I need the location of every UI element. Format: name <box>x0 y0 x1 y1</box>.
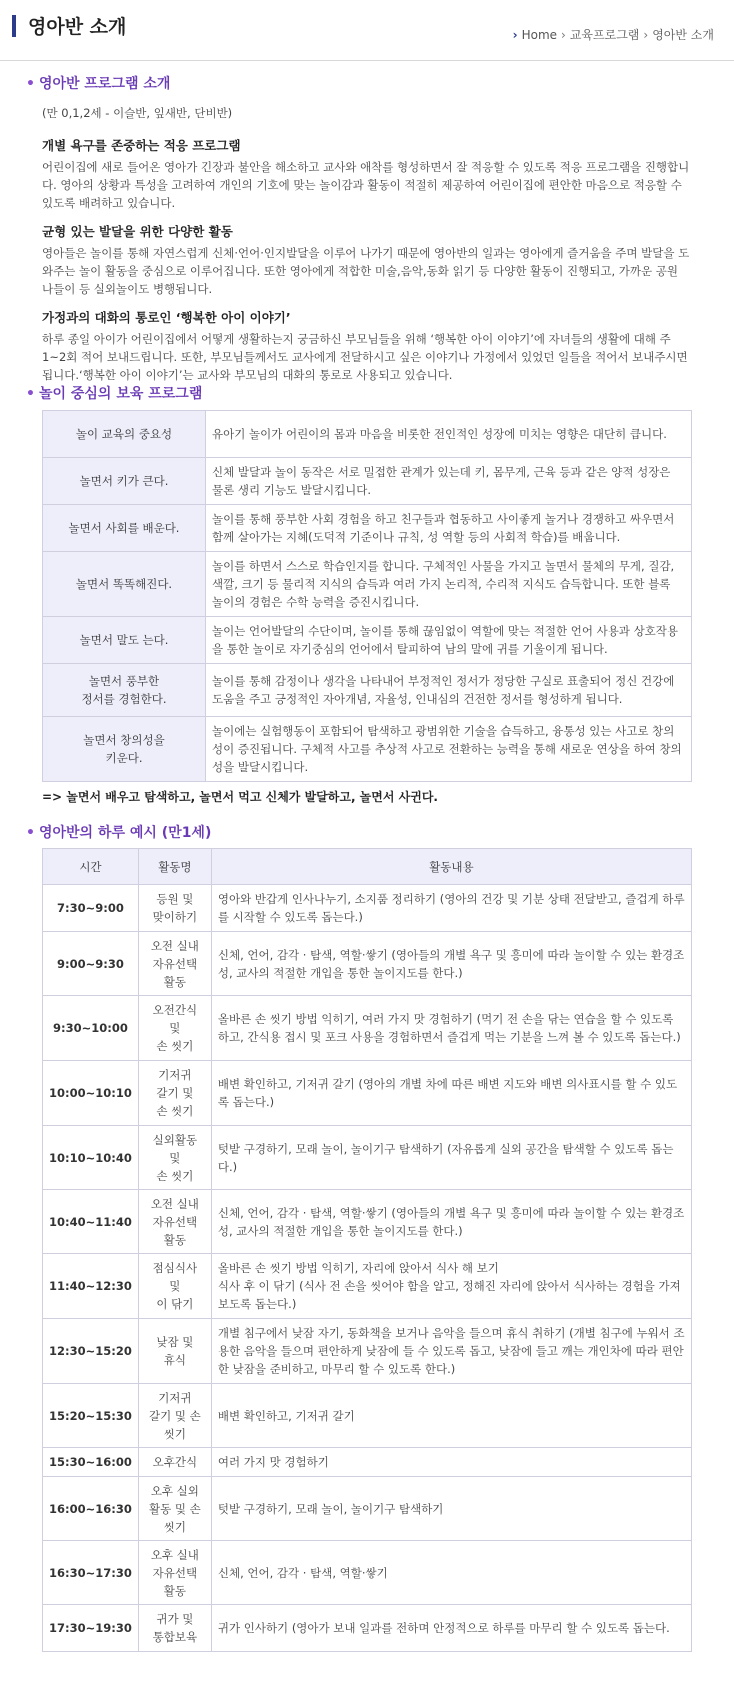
schedule-time: 9:30~10:00 <box>43 996 139 1061</box>
section-title-program <box>26 73 170 93</box>
schedule-time: 7:30~9:00 <box>43 885 139 932</box>
play-program-table <box>42 410 692 782</box>
table-row <box>43 932 692 996</box>
table-row <box>43 996 692 1061</box>
block-text: 영아들은 놀이를 통해 자연스럽게 신체·언어·인지발달을 이루어 나가기 때문에 영아반의 일과는 영아에게 즐거움을 주며 발달을 도와주는 놀이 활동을 중심으로 이루어집니다. 또한 영아에게 적합한 미술,음악,동화 읽기 등 다양한 활동이 진행되고, 가까운 공원 나들이 등 실외놀이도 병행됩니다. <box>42 246 690 296</box>
table-row <box>43 664 692 717</box>
row-key: 놀면서 사회를 배운다. <box>43 505 206 552</box>
row-key: 놀면서 똑똑해진다. <box>43 552 206 617</box>
table-row <box>43 1477 692 1541</box>
table-row <box>43 552 692 617</box>
page-title: 영아반 소개 <box>28 16 127 38</box>
table-row <box>43 1061 692 1126</box>
breadcrumb <box>513 26 714 43</box>
table-row <box>43 411 692 458</box>
page-header <box>0 0 734 61</box>
section-title-schedule <box>26 822 211 842</box>
block-text: 하루 종일 아이가 어린이집에서 어떻게 생활하는지 궁금하신 부모님들을 위해 ‘행복한 아이 이야기’에 자녀들의 생활에 대해 주 1~2회 적어 보내드립니다. 또한, 부모님들께서도 교사에게 전달하시고 싶은 이야기나 가정에서 있었던 일들을 적어서 보내주시면 됩니다.‘행복한 아이 이야기’는 교사와 부모님의 대화의 통로로 사용되고 있습니다. <box>42 332 688 382</box>
bullet-icon: • <box>26 386 35 402</box>
block-heading: 개별 욕구를 존중하는 적응 프로그램 <box>42 138 241 153</box>
row-key: 놀면서 풍부한 정서를 경험한다. <box>43 664 206 717</box>
title-accent-bar <box>12 15 16 37</box>
schedule-activity: 오전 실내 자유선택 활동 <box>138 932 211 996</box>
breadcrumb-programs[interactable]: 교육프로그램 <box>569 28 640 42</box>
row-value: 놀이를 통해 풍부한 사회 경험을 하고 친구들과 협동하고 사이좋게 놀거나 경쟁하고 싸우면서 함께 살아가는 지혜(도덕적 기준이나 규칙, 성 역할 등의 사회적 학습)를 배웁니다. <box>206 505 692 552</box>
schedule-content: 배변 확인하고, 기저귀 갈기 (영아의 개별 차에 따른 배변 지도와 배변 의사표시를 할 수 있도록 돕는다.) <box>211 1061 691 1126</box>
schedule-activity: 점심식사 및 이 닦기 <box>138 1254 211 1319</box>
play-conclusion: => 놀면서 배우고 탐색하고, 놀면서 먹고 신체가 발달하고, 놀면서 사귄다. <box>42 790 438 804</box>
row-value: 놀이는 언어발달의 수단이며, 놀이를 통해 끊임없이 역할에 맞는 적절한 언어 사용과 상호작용을 통한 놀이로 자기중심의 언어에서 탈피하여 남의 말에 귀를 기울이게 됩니다. <box>206 617 692 664</box>
block-heading: 균형 있는 발달을 위한 다양한 활동 <box>42 224 233 239</box>
block-heading: 가정과의 대화의 통로인 ‘행복한 아이 이야기’ <box>42 310 291 325</box>
breadcrumb-current[interactable]: 영아반 소개 <box>652 28 714 42</box>
header-time: 시간 <box>43 849 139 885</box>
daily-schedule-table <box>42 848 692 1652</box>
table-row <box>43 1605 692 1652</box>
schedule-time: 10:00~10:10 <box>43 1061 139 1126</box>
table-row <box>43 1254 692 1319</box>
block-text: 어린이집에 새로 들어온 영아가 긴장과 불안을 해소하고 교사와 애착를 형성하면서 잘 적응할 수 있도록 적응 프로그램을 진행합니다. 영아의 상황과 특성을 고려하여 개인의 기호에 맞는 놀이감과 활동이 적절히 제공하여 어린이집에 편안한 마음으로 적응할 수 있도록 배려하고 있습니다. <box>42 160 690 210</box>
table-row <box>43 1126 692 1190</box>
schedule-content: 여러 가지 맛 경험하기 <box>211 1448 691 1477</box>
schedule-time: 17:30~19:30 <box>43 1605 139 1652</box>
schedule-time: 16:00~16:30 <box>43 1477 139 1541</box>
schedule-time: 9:00~9:30 <box>43 932 139 996</box>
schedule-activity: 실외활동 및 손 씻기 <box>138 1126 211 1190</box>
table-row <box>43 717 692 782</box>
breadcrumb-arrow-icon: › <box>512 28 518 42</box>
row-value: 유아기 놀이가 어린이의 몸과 마음을 비롯한 전인적인 성장에 미치는 영향은 대단히 큽니다. <box>206 411 692 458</box>
program-intro <box>42 104 690 384</box>
schedule-time: 10:40~11:40 <box>43 1190 139 1254</box>
row-key: 놀면서 키가 큰다. <box>43 458 206 505</box>
row-value: 놀이에는 실험행동이 포함되어 탐색하고 광범위한 기술을 습득하고, 융통성 있는 사고로 창의성이 증진됩니다. 구체적 사고를 추상적 사고로 전환하는 능력을 통해 새로운 연상을 하여 창의성을 발달시킵니다. <box>206 717 692 782</box>
schedule-content: 텃밭 구경하기, 모래 놀이, 놀이기구 탐색하기 <box>211 1477 691 1541</box>
schedule-activity: 오전 실내 자유선택 활동 <box>138 1190 211 1254</box>
schedule-content: 텃밭 구경하기, 모래 놀이, 놀이기구 탐색하기 (자유롭게 실외 공간을 탐색할 수 있도록 돕는다.) <box>211 1126 691 1190</box>
header-content: 활동내용 <box>211 849 691 885</box>
breadcrumb-home[interactable]: Home <box>521 28 558 42</box>
row-value: 놀이를 통해 감정이나 생각을 나타내어 부정적인 정서가 정당한 구실로 표출되어 정신 건강에 도움을 주고 긍정적인 자아개념, 자율성, 인내심의 건전한 정서를 형성하게 됩니다. <box>206 664 692 717</box>
section-title-text: 영아반 프로그램 소개 <box>38 76 171 92</box>
age-group-note: (만 0,1,2세 - 이슬반, 잎새반, 단비반) <box>42 106 233 120</box>
table-row <box>43 458 692 505</box>
schedule-activity: 오후 실외 활동 및 손 씻기 <box>138 1477 211 1541</box>
row-value: 놀이를 하면서 스스로 학습인지를 합니다. 구체적인 사물을 가지고 놀면서 물체의 무게, 질감, 색깔, 크기 등 물리적 지식의 습득과 여러 가지 논리적, 수리적 지식도 습득합니다. 또한 블록 놀이의 경험은 수학 능력을 증진시킵니다. <box>206 552 692 617</box>
section-title-text: 놀이 중심의 보육 프로그램 <box>38 386 203 402</box>
section-title-play <box>26 383 202 403</box>
schedule-activity: 기저귀 갈기 및 손 씻기 <box>138 1384 211 1448</box>
schedule-time: 12:30~15:20 <box>43 1319 139 1384</box>
section-title-text: 영아반의 하루 예시 (만1세) <box>38 825 212 841</box>
schedule-time: 10:10~10:40 <box>43 1126 139 1190</box>
row-key: 놀면서 창의성을 키운다. <box>43 717 206 782</box>
schedule-content: 귀가 인사하기 (영아가 보내 일과를 전하며 안정적으로 하루를 마무리 할 수 있도록 돕는다. <box>211 1605 691 1652</box>
table-row <box>43 617 692 664</box>
schedule-activity: 등원 및 맞이하기 <box>138 885 211 932</box>
schedule-activity: 낮잠 및 휴식 <box>138 1319 211 1384</box>
bullet-icon: • <box>26 76 35 92</box>
schedule-time: 11:40~12:30 <box>43 1254 139 1319</box>
bullet-icon: • <box>26 825 35 841</box>
chevron-right-icon: › <box>561 28 566 42</box>
schedule-activity: 오후간식 <box>138 1448 211 1477</box>
schedule-content: 영아와 반갑게 인사나누기, 소지품 정리하기 (영아의 건강 및 기분 상태 전달받고, 즐겁게 하루를 시작할 수 있도록 돕는다.) <box>211 885 691 932</box>
schedule-content: 배변 확인하고, 기저귀 갈기 <box>211 1384 691 1448</box>
row-key: 놀면서 말도 는다. <box>43 617 206 664</box>
schedule-content: 개별 침구에서 낮잠 자기, 동화책을 보거나 음악을 들으며 휴식 취하기 (개별 침구에 누워서 조용한 음악을 들으며 편안하게 낮잠에 들 수 있도록 돕고, 낮잠에 들고 깨는 개인차에 따라 편안한 낮잠을 준비하고, 마무리 할 수 있도록 한다.) <box>211 1319 691 1384</box>
table-row <box>43 1190 692 1254</box>
row-value: 신체 발달과 놀이 동작은 서로 밀접한 관계가 있는데 키, 몸무게, 근육 등과 같은 양적 성장은 물론 생리 기능도 발달시킵니다. <box>206 458 692 505</box>
table-row <box>43 1448 692 1477</box>
schedule-activity: 귀가 및 통합보육 <box>138 1605 211 1652</box>
schedule-time: 15:30~16:00 <box>43 1448 139 1477</box>
schedule-activity: 기저귀 갈기 및 손 씻기 <box>138 1061 211 1126</box>
schedule-activity: 오후 실내 자유선택 활동 <box>138 1541 211 1605</box>
schedule-time: 15:20~15:30 <box>43 1384 139 1448</box>
table-row <box>43 505 692 552</box>
table-row <box>43 1384 692 1448</box>
schedule-content: 신체, 언어, 감각 · 탐색, 역할·쌓기 (영아들의 개별 욕구 및 흥미에 따라 놀이할 수 있는 환경조성, 교사의 적절한 개입을 통한 놀이지도를 한다.) <box>211 1190 691 1254</box>
header-activity: 활동명 <box>138 849 211 885</box>
table-row <box>43 885 692 932</box>
schedule-content: 올바른 손 씻기 방법 익히기, 자리에 앉아서 식사 해 보기 식사 후 이 닦기 (식사 전 손을 씻어야 함을 알고, 정해진 자리에 앉아서 식사하는 경험을 가져 보도록 돕는다.) <box>211 1254 691 1319</box>
schedule-time: 16:30~17:30 <box>43 1541 139 1605</box>
row-key: 놀이 교육의 중요성 <box>43 411 206 458</box>
table-header-row <box>43 849 692 885</box>
table-row <box>43 1541 692 1605</box>
schedule-activity: 오전간식 및 손 씻기 <box>138 996 211 1061</box>
schedule-content: 올바른 손 씻기 방법 익히기, 여러 가지 맛 경험하기 (먹기 전 손을 닦는 연습을 할 수 있도록 하고, 간식용 접시 및 포크 사용을 경험하면서 즐겁게 먹는 기분을 느껴 볼 수 있도록 돕는다.) <box>211 996 691 1061</box>
chevron-right-icon: › <box>643 28 649 42</box>
schedule-content: 신체, 언어, 감각 · 탐색, 역할·쌓기 <box>211 1541 691 1605</box>
schedule-content: 신체, 언어, 감각 · 탐색, 역할·쌓기 (영아들의 개별 욕구 및 흥미에 따라 놀이할 수 있는 환경조성, 교사의 적절한 개입을 통한 놀이지도를 한다.) <box>211 932 691 996</box>
table-row <box>43 1319 692 1384</box>
